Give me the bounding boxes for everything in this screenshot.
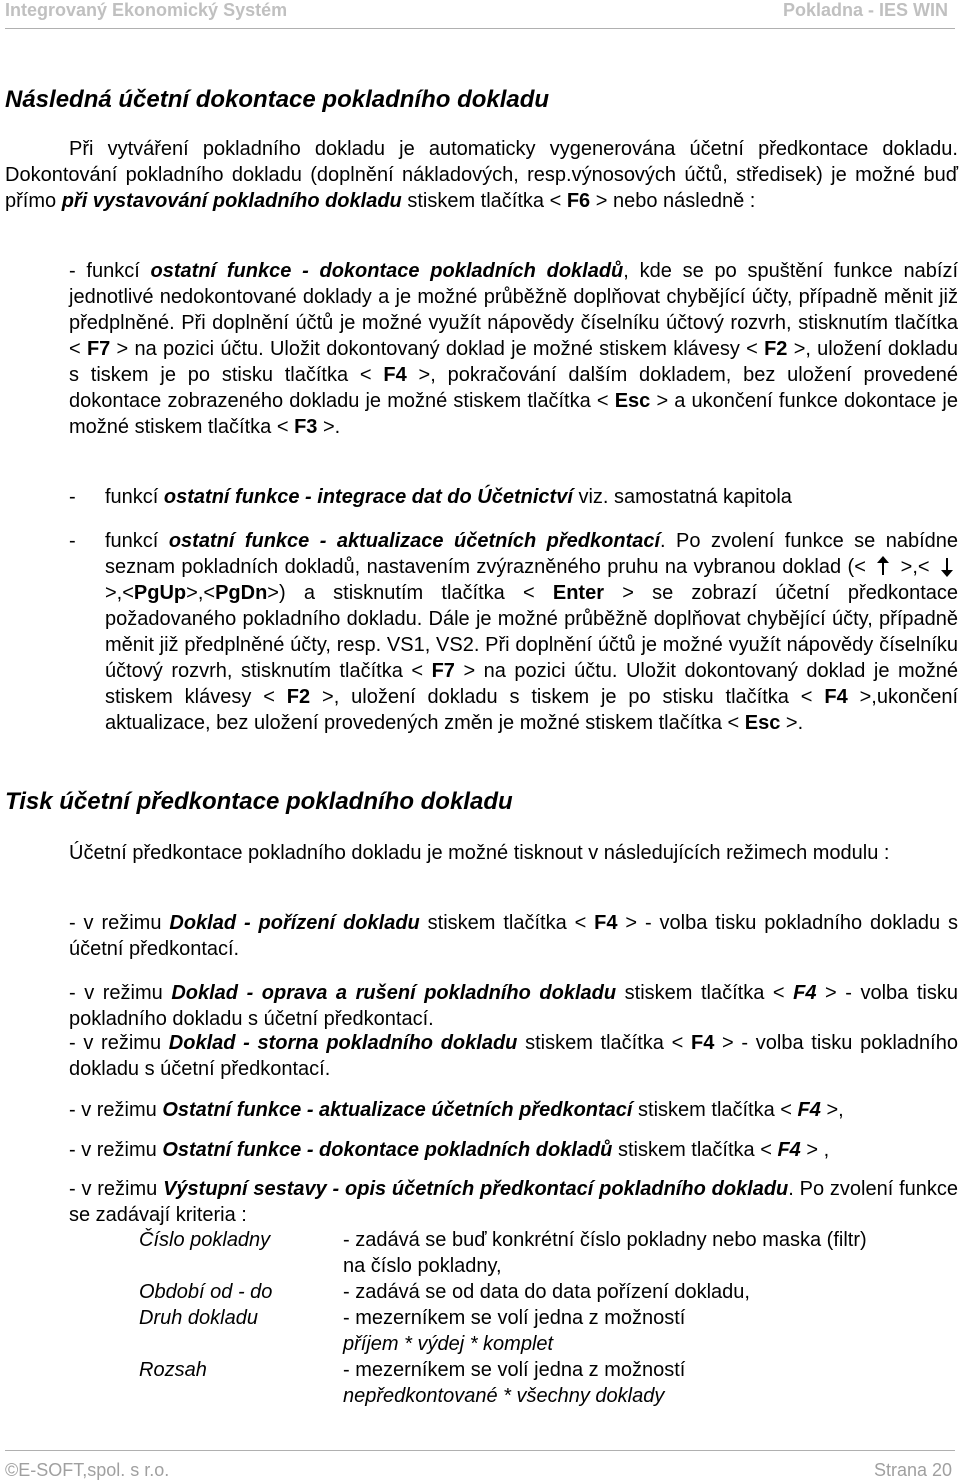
criteria-label: Druh dokladu xyxy=(139,1307,258,1329)
intro-paragraph: Při vytváření pokladního dokladu je automaticky vygenerována účetní předkontace dokladu. Dokontování pokladního dokladu (doplnění nákladových, resp.výnosových účtů, středisek) je možné buď přímo při vystavování pokladního dokladu stiskem tlačítka < F6 > nebo následně : xyxy=(5,138,958,212)
list-item-aktualizace: funkcí ostatní funkce - aktualizace účetních předkontací. Po zvolení funkce se nabídne seznam pokladních dokladů, nastavením zvýrazněného pruhu na vybranou doklad (< >,< >,<PgUp>,<PgDn>) a stisknutím tlačítka < Enter > se zobrazí účetní předkontace požadovaného pokladního dokladu. Dále je možné průběžně doplňovat chybějící účty, případně měnit již předplněné účty, resp. VS1, VS2. Při doplnění účtů je možné využít nápovědy číselníku účtový rozvrh, stisknutím tlačítka < F7 > na pozici účtu. Uložit dokontovaný doklad je možné stiskem klávesy < F2 >, uložení dokladu s tiskem je po stisku tlačítka < F4 >,ukončení aktualizace, bez uložení provedených změn je možné stiskem tlačítka < Esc >. xyxy=(105,530,959,734)
criteria-label: Období od - do xyxy=(139,1281,273,1303)
criteria-label: Rozsah xyxy=(139,1359,207,1381)
mode-item-storna: - v režimu Doklad - storna pokladního dokladu stiskem tlačítka < F4 > - volba tisku pokladního dokladu s účetní předkontací. xyxy=(69,1032,958,1080)
header-right: Pokladna - IES WIN xyxy=(782,0,948,20)
criteria-value: - zadává se buď konkrétní číslo pokladny nebo maska (filtr) na číslo pokladny, xyxy=(343,1229,867,1277)
list-dash: - xyxy=(69,530,76,552)
footer-copyright: ©E-SOFT,spol. s r.o. xyxy=(5,1460,170,1480)
page-header xyxy=(0,0,960,22)
list-item-dokontace: - funkcí ostatní funkce - dokontace pokladních dokladů, kde se po spuštění funkce nabízí jednotlivé nedokontované doklady a je možné průběžně doplňovat chybějící účty, případně měnit již předplněné. Při doplnění účtů je možné využít nápovědy číselníku účtový rozvrh, stisknutím tlačítka < F7 > na pozici účtu. Uložit dokontovaný doklad je možné stiskem klávesy < F2 >, uložení dokladu s tiskem je po stisku tlačítka < F4 >, pokračování dalším dokladem, bez uložení provedené dokontace zobrazeného dokladu je možné stiskem tlačítka < Esc > a ukončení funkce dokontace je možné stiskem tlačítka < F3 >. xyxy=(69,260,959,438)
list-dash: - xyxy=(69,486,76,508)
mode-item-dokontace: - v režimu Ostatní funkce - dokontace pokladních dokladů stiskem tlačítka < F4 > , xyxy=(69,1139,830,1161)
criteria-label: Číslo pokladny xyxy=(139,1229,271,1251)
mode-item-aktualizace: - v režimu Ostatní funkce - aktualizace účetních předkontací stiskem tlačítka < F4 >, xyxy=(69,1099,844,1121)
arrow-down-icon xyxy=(940,556,954,576)
footer-page-number: Strana 20 xyxy=(873,1460,952,1480)
criteria-value: - mezerníkem se volí jedna z možností příjem * výdej * komplet xyxy=(343,1307,686,1355)
header-rule xyxy=(5,28,955,29)
tisk-intro-paragraph: Účetní předkontace pokladního dokladu je možné tisknout v následujících režimech modulu : xyxy=(69,842,890,864)
section-title-dokontace: Následná účetní dokontace pokladního dokladu xyxy=(5,86,550,113)
section-title-tisk: Tisk účetní předkontace pokladního dokladu xyxy=(5,788,513,815)
footer-rule xyxy=(5,1450,955,1451)
criteria-value: - zadává se od data do data pořízení dokladu, xyxy=(343,1281,750,1303)
list-item-integrace: funkcí ostatní funkce - integrace dat do Účetnictví viz. samostatná kapitola xyxy=(105,486,792,508)
mode-item-vystupni-sestavy: - v režimu Výstupní sestavy - opis účetních předkontací pokladního dokladu. Po zvolení funkce se zadávají kriteria : xyxy=(69,1178,959,1226)
header-left: Integrovaný Ekonomický Systém xyxy=(5,0,288,20)
mode-item-oprava: - v režimu Doklad - oprava a rušení pokladního dokladu stiskem tlačítka < F4 > - volba tisku pokladního dokladu s účetní předkontací. xyxy=(69,982,958,1030)
criteria-value: - mezerníkem se volí jedna z možností nepředkontované * všechny doklady xyxy=(343,1359,686,1407)
arrow-up-icon xyxy=(876,556,890,576)
mode-item-porizeni: - v režimu Doklad - pořízení dokladu stiskem tlačítka < F4 > - volba tisku pokladního dokladu s účetní předkontací. xyxy=(69,912,958,960)
